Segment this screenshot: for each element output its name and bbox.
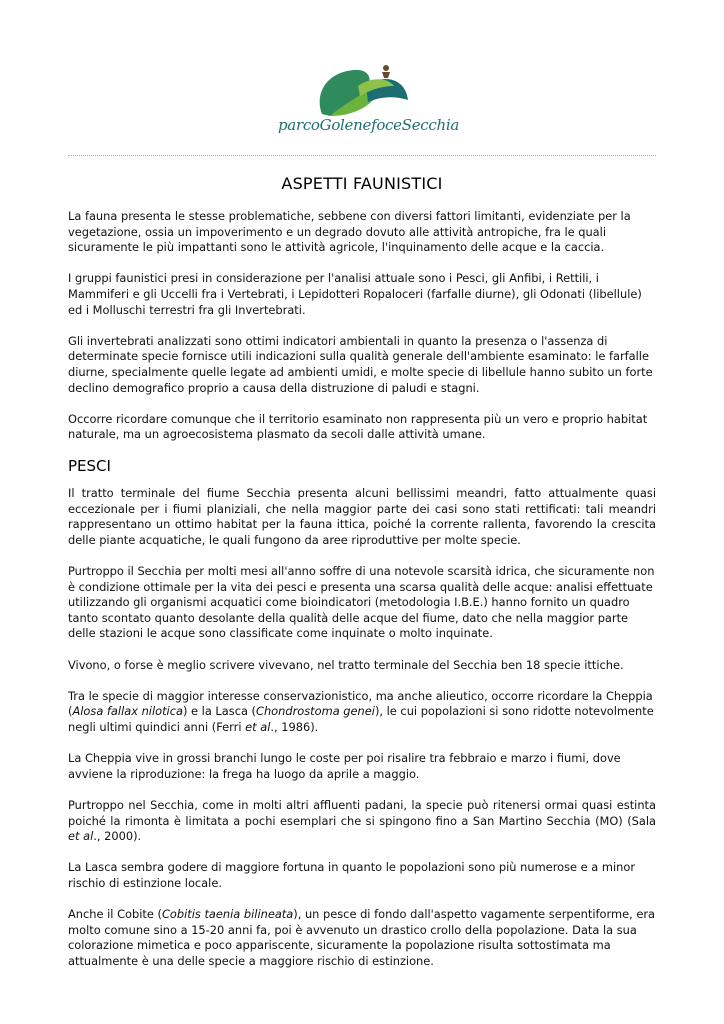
text-run: ., 2000). bbox=[93, 829, 142, 844]
text-run: ) e la Lasca ( bbox=[182, 704, 256, 719]
intro-paragraph-3: Gli invertebrati analizzati sono ottimi indicatori ambientali in quanto la presenza o l'assenza di determinate specie fornisce utili indicazioni sulla qualità generale dell'ambiente esaminato: le farfalle diurne, specialmente quelle legate ad ambienti umidi, e molte specie di libellule hanno subito un forte declino demografico proprio a causa della distruzione di paludi e stagni. bbox=[68, 333, 653, 395]
intro-paragraph-4: Occorre ricordare comunque che il territorio esaminato non rappresenta più un vero e proprio habitat naturale, ma un agroecosistema plasmato da secoli dalle attività umane. bbox=[68, 411, 648, 442]
pesci-paragraph-5: La Cheppia vive in grossi branchi lungo le coste per poi risalire tra febbraio e marzo i fiumi, dove avviene la riproduzione: la frega ha luogo da aprile a maggio. bbox=[68, 751, 621, 781]
document-body bbox=[68, 209, 656, 985]
text-run: Tra le specie di maggior interesse conservazionistico, ma anche alieutico, occorre ricordare la Cheppia ( bbox=[68, 688, 653, 719]
text-run: ), le cui popolazioni si sono ridotte notevolmente negli ultimi quindici anni (Ferri bbox=[68, 704, 654, 734]
pesci-paragraph-8 bbox=[68, 907, 656, 969]
text-run: ), un pesce di fondo dall'aspetto vagamente serpentiforme, era molto comune sino a 15-20 anni fa, poi è avvenuto un drastico crollo della popolazione. Data la sua colorazione mimetica e poco appariscente, sicuramente la popolazione risulta sottostimata ma attualmente è una delle specie a maggiore rischio di estinzione. bbox=[68, 907, 655, 968]
section-heading-pesci: PESCI bbox=[68, 456, 111, 475]
page-title: ASPETTI FAUNISTICI bbox=[281, 174, 443, 193]
text-run: ., 1986). bbox=[270, 720, 319, 734]
intro-paragraph-1: La fauna presenta le stesse problematiche, sebbene con diversi fattori limitanti, evidenziate per la vegetazione, ossia un impoverimento e un degrado dovuto alle attività antropiche, fra le quali sicuramente le più impattanti sono le attività agricole, l'inquinamento delle acque e la caccia. bbox=[68, 209, 631, 255]
citation-et-al: et al bbox=[68, 829, 94, 844]
text-run: Anche il Cobite ( bbox=[68, 907, 162, 922]
species-name: Chondrostoma genei bbox=[256, 704, 375, 719]
pesci-paragraph-6 bbox=[68, 798, 656, 845]
pesci-paragraph-1: Il tratto terminale del fiume Secchia presenta alcuni bellissimi meandri, fatto attualmente quasi eccezionale per i fiumi planiziali, che nella maggior parte dei casi sono stati rettificati: tali meandri rappresentano un ottimo habitat per la fauna ittica, poiché la corrente rallenta, favorendo la crescita delle piante acquatiche, le quali fungono da aree riproduttive per molte specie. bbox=[68, 486, 656, 547]
intro-paragraph-2: I gruppi faunistici presi in considerazione per l'analisi attuale sono i Pesci, gli Anfibi, i Rettili, i Mammiferi e gli Uccelli fra i Vertebrati, i Lepidotteri Ropaloceri (farfalle diurne), gli Odonati (libellule) ed i Molluschi terrestri fra gli Invertebrati. bbox=[68, 271, 642, 317]
species-name: Alosa fallax nilotica bbox=[72, 704, 183, 719]
species-name: Cobitis taenia bilineata bbox=[161, 907, 294, 922]
pesci-paragraph-2: Purtroppo il Secchia per molti mesi all'anno soffre di una notevole scarsità idrica, che sicuramente non è condizione ottimale per la vita dei pesci e presenta una scarsa qualità delle acque: analisi effettuate utilizzando gli organismi acquatici come bioindicatori (metodologia I.B.E.) hanno fornito un quadro tanto scontato quanto desolante della qualità delle acque del fiume, dato che nella maggior parte delle stazioni le acque sono classificate come inquinate o molto inquinate. bbox=[68, 564, 655, 641]
pesci-paragraph-4 bbox=[68, 689, 656, 736]
citation-et-al: et al bbox=[245, 720, 271, 734]
pesci-paragraph-3: Vivono, o forse è meglio scrivere vivevano, nel tratto terminale del Secchia ben 18 specie ittiche. bbox=[68, 657, 624, 672]
header-divider bbox=[68, 155, 656, 156]
text-run: Purtroppo nel Secchia, come in molti altri affluenti padani, la specie può ritenersi ormai quasi estinta poiché la rimonta è limitata a pochi esemplari che si spingono fino a San Martino Secchia (MO) (Sala bbox=[68, 797, 656, 828]
logo-wordmark: parcoGolenefoceSecchia bbox=[278, 116, 459, 134]
pesci-paragraph-7: La Lasca sembra godere di maggiore fortuna in quanto le popolazioni sono più numerose e a minor rischio di estinzione locale. bbox=[68, 860, 636, 890]
park-logo bbox=[270, 56, 460, 152]
